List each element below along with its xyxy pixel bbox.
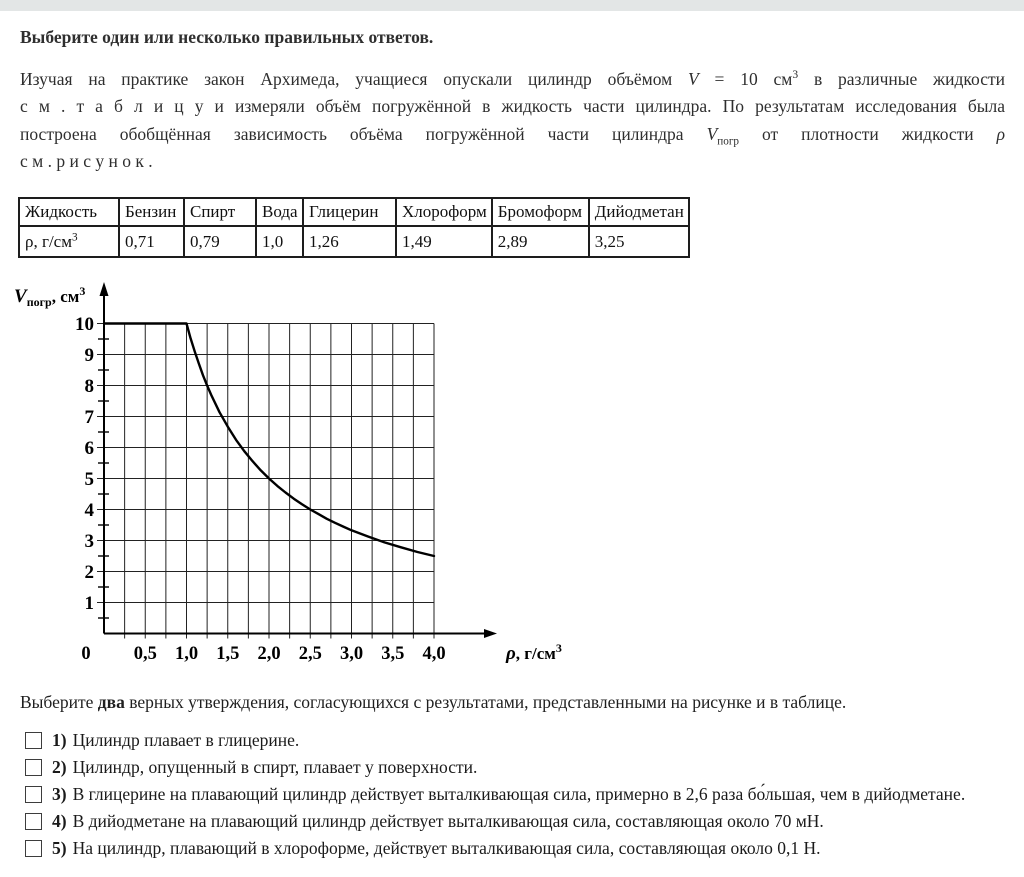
x-tick-label: 1,0 (174, 644, 199, 664)
density-label: ρ, г/см (25, 231, 72, 251)
option-number: 1) (52, 729, 67, 750)
option-2-checkbox[interactable] (25, 759, 42, 776)
option-text: Цилиндр, опущенный в спирт, плавает у поверхности. (72, 756, 478, 777)
x-axis-label: ρ, $г/см^3$ (506, 641, 562, 664)
text-segment: от плотности жидкости (762, 123, 974, 144)
liquid-name-cell: Дийодметан (589, 198, 689, 226)
table-corner-cell: Жидкость (19, 198, 119, 226)
x-tick-label: 0,5 (133, 644, 157, 664)
variable-V: V (688, 69, 699, 89)
top-bar (0, 0, 1024, 11)
y-tick-label: 2 (84, 562, 94, 583)
x-axis-arrow (484, 629, 497, 638)
y-tick-label: 1 (84, 593, 94, 614)
density-value-cell: 1,26 (303, 226, 396, 257)
text-segment: построена обобщённая зависимость объёма погружённой части цилиндра (20, 123, 684, 144)
subscript-pogr: погр (717, 135, 740, 148)
option-number: 5) (52, 837, 67, 858)
table-value-row (19, 226, 689, 257)
option-1-checkbox[interactable] (25, 732, 42, 749)
table-row-label (19, 226, 119, 257)
x-tick-label: 2,0 (257, 644, 281, 664)
origin-label: 0 (81, 644, 91, 664)
y-tick-label: 10 (75, 314, 94, 335)
y-tick-label: 8 (84, 376, 94, 397)
option-number: 2) (52, 756, 67, 777)
liquid-name-cell: Бромоформ (492, 198, 589, 226)
variable-rho: ρ (996, 123, 1006, 144)
y-tick-label: 6 (84, 438, 94, 459)
y-tick-label: 7 (84, 407, 94, 428)
liquids-density-table (18, 197, 690, 258)
text-segment: Изучая на практике закон Архимеда, учащиеся опускали цилиндр объёмом (20, 69, 673, 89)
chart (0, 278, 600, 678)
instruction (20, 692, 1004, 713)
text-segment: верных утверждения, согласующихся с результатами, представленными на рисунке и в таблице. (129, 692, 847, 712)
problem-text (20, 66, 1005, 175)
option-text: На цилиндр, плавающий в хлороформе, действует выталкивающая сила, составляющая около 0,1 Н. (72, 837, 821, 858)
option-4-checkbox[interactable] (25, 813, 42, 830)
liquid-name-cell: Глицерин (303, 198, 396, 226)
density-value-cell: 2,89 (492, 226, 589, 257)
option-number: 3) (52, 783, 67, 804)
x-tick-label: 4,0 (422, 644, 446, 664)
option-row-1 (25, 729, 299, 751)
liquid-name-cell: Спирт (184, 198, 256, 226)
option-text: В глицерине на плавающий цилиндр действует выталкивающая сила, примерно в 2,6 раза бо́льшая, чем в дийодметане. (72, 783, 966, 804)
superscript-3: 3 (71, 230, 78, 243)
option-row-5 (25, 837, 820, 859)
option-row-3 (25, 783, 965, 805)
option-text: Цилиндр плавает в глицерине. (72, 729, 300, 750)
option-number: 4) (52, 810, 67, 831)
variable-V: V (706, 123, 718, 144)
y-axis-label: $V_{погр}$, $см^3$ (14, 284, 86, 309)
y-tick-label: 3 (84, 531, 94, 552)
option-3-checkbox[interactable] (25, 786, 42, 803)
problem-text-line-3 (20, 121, 1005, 148)
problem-text-line-4: с м . р и с у н о к . (20, 150, 153, 171)
superscript-3: 3 (792, 69, 799, 82)
y-axis-arrow (100, 282, 109, 296)
y-tick-label: 4 (84, 500, 94, 521)
density-volume-graph (0, 278, 600, 678)
text-segment: в различные жидкости (813, 69, 1006, 89)
density-value-cell: 1,49 (396, 226, 492, 257)
x-tick-label: 3,0 (339, 644, 364, 664)
liquid-name-cell: Вода (256, 198, 303, 226)
option-row-2 (25, 756, 477, 778)
problem-text-line-2: с м . т а б л и ц у и измеряли объём погружённой в жидкость части цилиндра. По результатам исследования была (20, 96, 1005, 117)
liquid-name-cell: Хлороформ (396, 198, 492, 226)
liquid-name-cell: Бензин (119, 198, 184, 226)
text-segment: = 10 см (714, 69, 793, 89)
option-text: В дийодметане на плавающий цилиндр действует выталкивающая сила, составляющая около 70 мН. (72, 810, 824, 831)
page-title: Выберите один или несколько правильных ответов. (20, 27, 434, 47)
density-value-cell: 0,79 (184, 226, 256, 257)
text-segment: Выберите (20, 692, 94, 712)
y-tick-label: 5 (84, 469, 94, 490)
density-value-cell: 0,71 (119, 226, 184, 257)
option-row-4 (25, 810, 824, 832)
y-tick-label: 9 (84, 345, 94, 366)
x-tick-label: 2,5 (298, 644, 322, 664)
density-value-cell: 1,0 (256, 226, 303, 257)
problem-text-line-1 (20, 66, 1005, 93)
x-tick-label: 1,5 (216, 644, 240, 664)
option-5-checkbox[interactable] (25, 840, 42, 857)
density-value-cell: 3,25 (589, 226, 689, 257)
instruction-bold-word: два (97, 692, 125, 712)
x-tick-label: 3,5 (381, 644, 405, 664)
table-header-row (19, 198, 689, 226)
